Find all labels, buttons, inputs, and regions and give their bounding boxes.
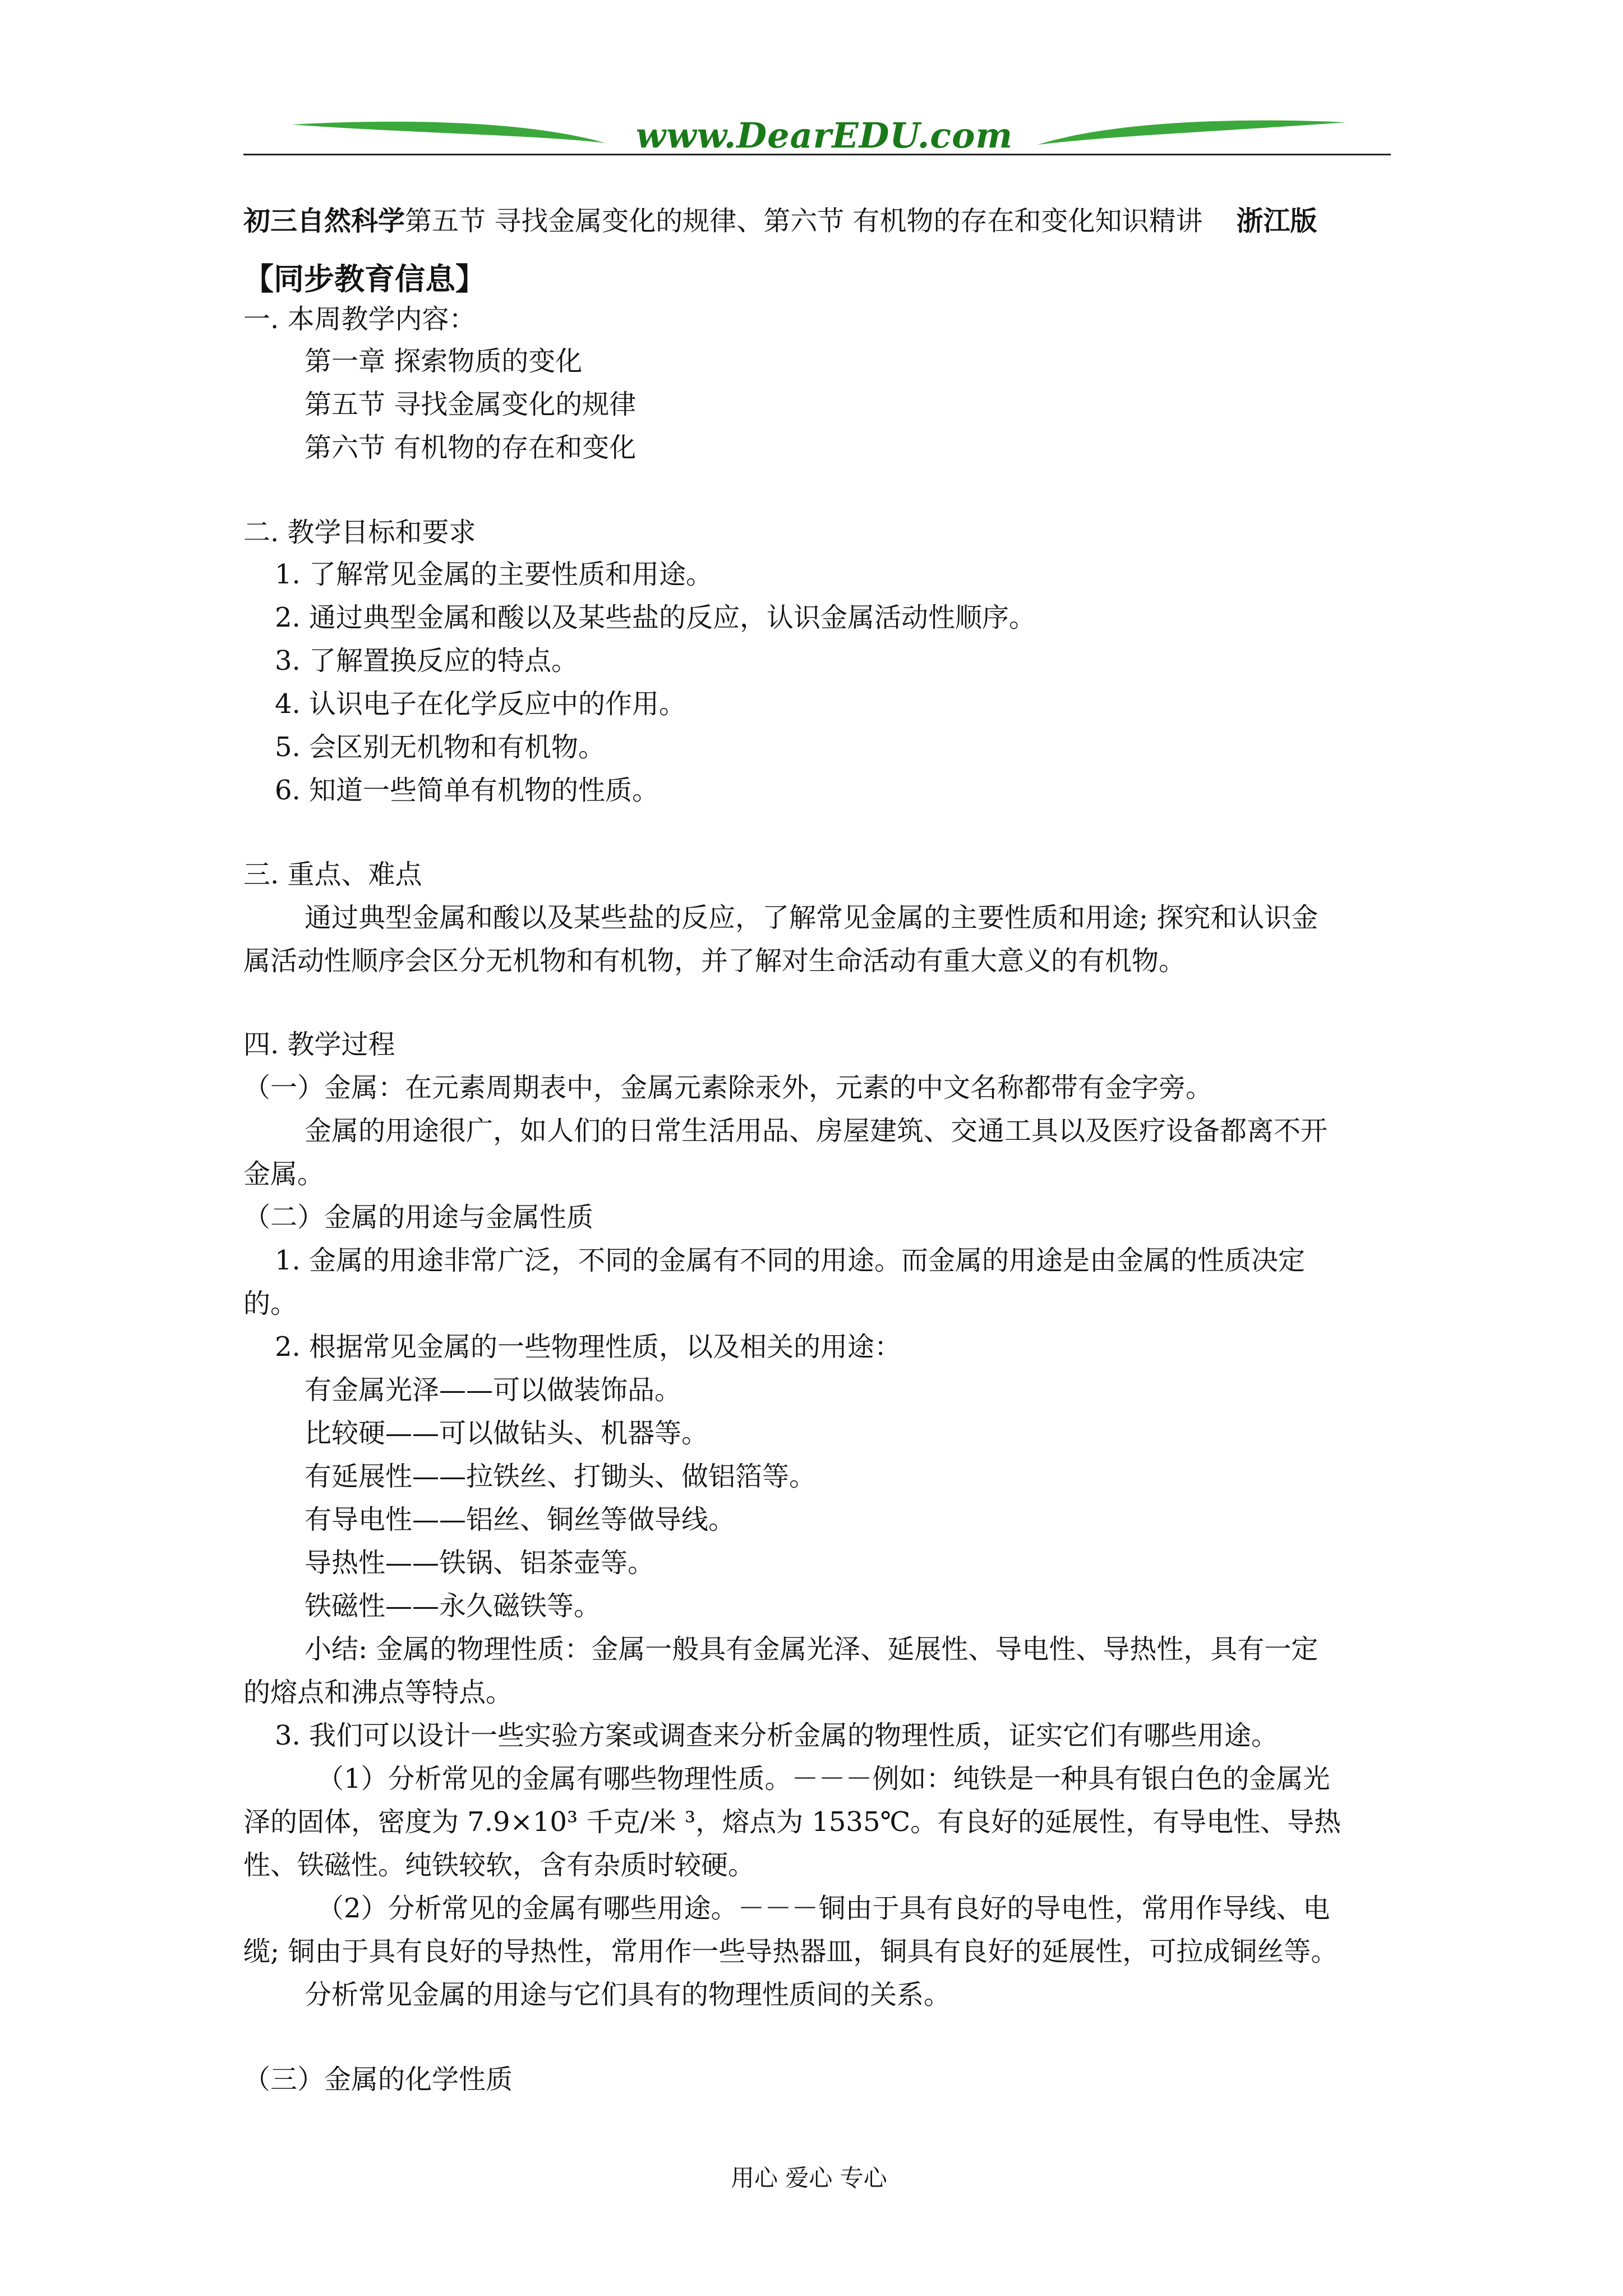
s4-subheading-b: （二）金属的用途与金属性质 — [243, 1202, 594, 1233]
document-title — [243, 205, 1317, 237]
s4-b1-line: 的。 — [243, 1288, 298, 1319]
property-item: 比较硬——可以做钻头、机器等。 — [305, 1418, 709, 1449]
property-item: 有导电性——铝丝、铜丝等做导线。 — [305, 1504, 736, 1535]
s3-heading: 三. 重点、难点 — [243, 859, 422, 890]
s3-paragraph-line: 属活动性顺序会区分无机物和有机物，并了解对生命活动有重大意义的有机物。 — [243, 945, 1186, 977]
title-main: 第五节 寻找金属变化的规律、第六节 有机物的存在和变化知识精讲 — [405, 205, 1203, 237]
s4-paragraph-line: 金属。 — [243, 1158, 325, 1190]
s2-item: 6. 知道一些简单有机物的性质。 — [275, 775, 660, 806]
property-item: 铁磁性——永久磁铁等。 — [305, 1590, 601, 1622]
s2-item: 1. 了解常见金属的主要性质和用途。 — [275, 559, 713, 590]
s3-paragraph-line: 通过典型金属和酸以及某些盐的反应，了解常见金属的主要性质和用途; 探究和认识金 — [305, 902, 1318, 933]
s4-b3: 3. 我们可以设计一些实验方案或调查来分析金属的物理性质，证实它们有哪些用途。 — [275, 1720, 1279, 1751]
s1-item: 第五节 寻找金属变化的规律 — [305, 389, 637, 420]
page-footer: 用心 爱心 专心 — [731, 2164, 887, 2192]
q1-line: （1）分析常见的金属有哪些物理性质。－－－例如：纯铁是一种具有银白色的金属光 — [317, 1763, 1330, 1795]
s4-heading: 四. 教学过程 — [243, 1029, 395, 1060]
s2-item: 2. 通过典型金属和酸以及某些盐的反应，认识金属活动性顺序。 — [275, 602, 1036, 633]
q1-line: 泽的固体，密度为 7.9×10³ 千克/米 ³，熔点为 1535℃。有良好的延展性，有导电性、导热 — [243, 1806, 1341, 1838]
summary-line: 的熔点和沸点等特点。 — [243, 1677, 513, 1708]
left-swoosh — [292, 122, 606, 143]
s2-item: 3. 了解置换反应的特点。 — [275, 645, 579, 677]
s2-item: 5. 会区别无机物和有机物。 — [275, 731, 606, 763]
s4-paragraph-line: 金属的用途很广，如人们的日常生活用品、房屋建筑、交通工具以及医疗设备都离不开 — [305, 1115, 1328, 1147]
summary-line: 小结: 金属的物理性质：金属一般具有金属光泽、延展性、导电性、导热性，具有一定 — [305, 1634, 1318, 1665]
q2-line: 缆; 铜由于具有良好的导热性，常用作一些导热器皿，铜具有良好的延展性，可拉成铜丝等。 — [243, 1936, 1338, 1967]
s4-subheading-c: （三）金属的化学性质 — [243, 2064, 513, 2095]
right-swoosh — [1038, 121, 1346, 145]
s2-heading: 二. 教学目标和要求 — [243, 517, 476, 548]
property-item: 有延展性——拉铁丝、打锄头、做铝箔等。 — [305, 1461, 817, 1492]
title-suffix: 浙江版 — [1236, 205, 1317, 237]
s1-item: 第一章 探索物质的变化 — [305, 346, 583, 377]
s1-heading: 一. 本周教学内容： — [243, 303, 476, 335]
q-tail: 分析常见金属的用途与它们具有的物理性质间的关系。 — [305, 1979, 951, 2010]
property-item: 导热性——铁锅、铝茶壶等。 — [305, 1547, 655, 1579]
s4-b2: 2. 根据常见金属的一些物理性质，以及相关的用途： — [275, 1331, 902, 1363]
header-divider — [243, 154, 1391, 155]
s1-item: 第六节 有机物的存在和变化 — [305, 432, 637, 463]
s2-item: 4. 认识电子在化学反应中的作用。 — [275, 688, 686, 720]
s4-b1-line: 1. 金属的用途非常广泛，不同的金属有不同的用途。而金属的用途是由金属的性质决定 — [275, 1245, 1306, 1276]
logo-text: www.DearEDU.com — [635, 115, 1013, 156]
section-heading: 【同步教育信息】 — [243, 261, 486, 297]
q1-line: 性、铁磁性。纯铁较软，含有杂质时较硬。 — [243, 1849, 755, 1881]
s4-subheading-a: （一）金属：在元素周期表中，金属元素除汞外，元素的中文名称都带有金字旁。 — [243, 1072, 1213, 1103]
q2-line: （2）分析常见的金属有哪些用途。－－－铜由于具有良好的导电性，常用作导线、电 — [317, 1893, 1330, 1924]
property-item: 有金属光泽——可以做装饰品。 — [305, 1374, 682, 1406]
title-prefix: 初三自然科学 — [243, 205, 405, 237]
